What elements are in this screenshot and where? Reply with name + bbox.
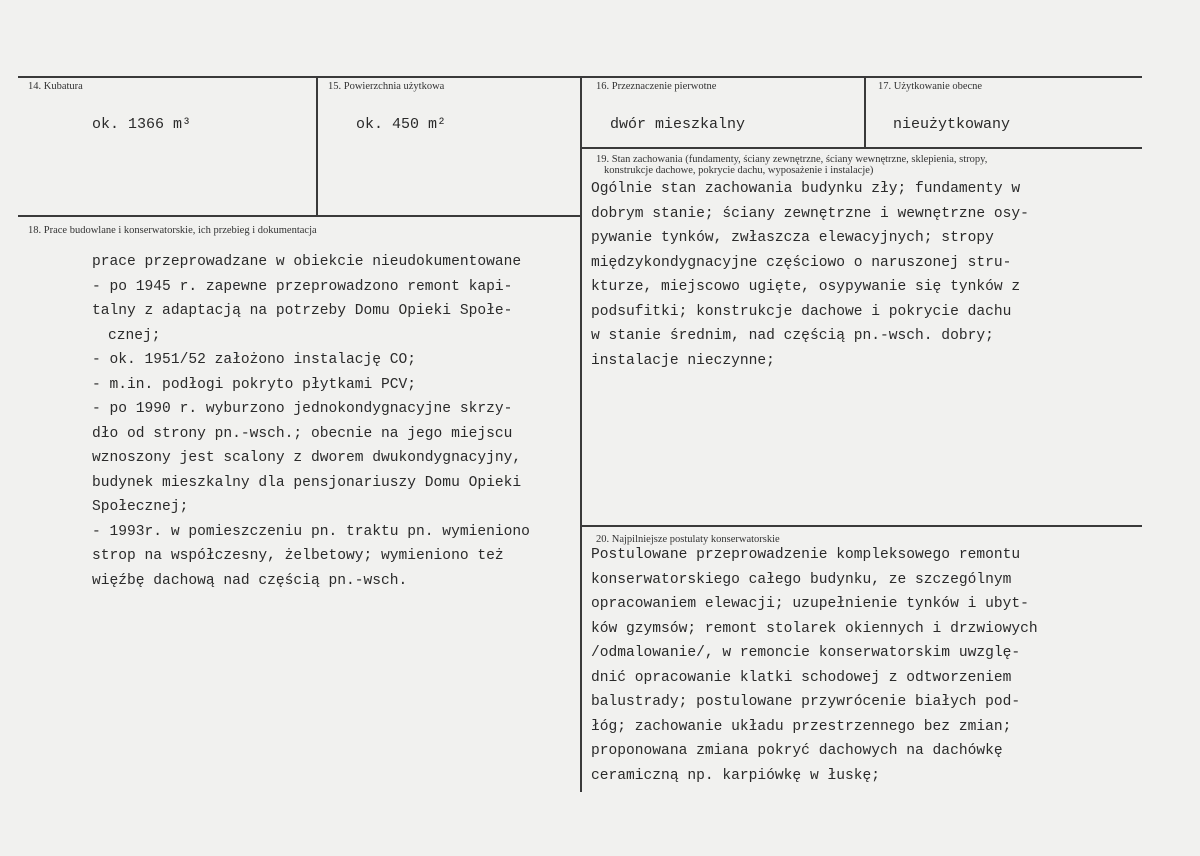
field-20-line: opracowaniem elewacji; uzupełnienie tynków i ubyt- <box>591 596 1029 612</box>
field-19-line: międzykondygnacyjne częściowo o naruszonej stru- <box>591 254 1012 271</box>
field-20-label: 20. Najpilniejsze postulaty konserwatorskie <box>596 534 780 545</box>
field-16-value: dwór mieszkalny <box>610 116 746 133</box>
field-20-text <box>591 543 1038 788</box>
field-19-label <box>596 154 987 176</box>
divider-16-17 <box>864 76 866 148</box>
field-20-line: Postulowane przeprowadzenie kompleksowego remontu <box>591 547 1021 563</box>
field-18-line: więźbę dachową nad częścią pn.-wsch. <box>92 572 408 589</box>
field-19-line: instalacje nieczynne; <box>591 352 775 369</box>
field-18-line: Społecznej; <box>92 499 189 515</box>
field-14-value: ok. 1366 m³ <box>92 116 192 133</box>
field-18-line: cznej; <box>108 327 161 344</box>
divider-main <box>580 76 582 792</box>
field-18-line: - po 1945 r. zapewne przeprowadzono remont kapi- <box>92 278 513 295</box>
field-20-line: balustrady; postulowane przywrócenie białych pod- <box>591 694 1021 710</box>
field-19-text <box>591 177 1029 373</box>
field-18-line: wznoszony jest scalony z dworem dwukondygnacyjny, <box>92 450 522 466</box>
field-18-line: dło od strony pn.-wsch.; obecnie na jego miejscu <box>92 425 513 442</box>
field-19-line: podsufitki; konstrukcje dachowe i pokrycie dachu <box>591 303 1012 320</box>
field-17-value: nieużytkowany <box>893 116 1011 133</box>
field-20-line: dnić opracowanie klatki schodowej z odtworzeniem <box>591 669 1012 686</box>
field-19-line: kturze, miejscowo ugięte, osypywanie się tynków z <box>591 279 1021 295</box>
field-18-line: - ok. 1951/52 założono instalację CO; <box>92 352 417 368</box>
field-15-label: 15. Powierzchnia użytkowa <box>328 81 445 92</box>
field-19-line: w stanie średnim, nad częścią pn.-wsch. dobry; <box>591 328 994 344</box>
field-18-text <box>92 250 530 593</box>
field-20-line: łóg; zachowanie układu przestrzennego bez zmian; <box>591 718 1012 735</box>
field-14-label: 14. Kubatura <box>28 81 83 92</box>
field-20-line: proponowana zmiana pokryć dachowych na dachówkę <box>591 743 1003 759</box>
field-19-label-line-2: konstrukcje dachowe, pokrycie dachu, wyposażenie i instalacje) <box>604 165 874 176</box>
field-20-line: ceramiczną np. karpiówkę w łuskę; <box>591 767 881 784</box>
line-above-20 <box>580 525 1142 527</box>
field-18-line: budynek mieszkalny dla pensjonariuszy Domu Opieki <box>92 474 522 491</box>
divider-14-15 <box>316 76 318 216</box>
line-under-14-15 <box>18 215 582 217</box>
field-18-line: - m.in. podłogi pokryto płytkami PCV; <box>92 376 417 393</box>
field-18-line: prace przeprowadzane w obiekcie nieudokumentowane <box>92 254 522 270</box>
field-19-line: dobrym stanie; ściany zewnętrzne i wewnętrzne osy- <box>591 205 1029 222</box>
field-20-line: konserwatorskiego całego budynku, ze szczególnym <box>591 571 1012 588</box>
field-20-line: ków gzymsów; remont stolarek okiennych i drzwiowych <box>591 620 1038 637</box>
field-19-label-line-1: 19. Stan zachowania (fundamenty, ściany zewnętrzne, ściany wewnętrzne, sklepienia, stropy, <box>596 154 988 165</box>
field-20-line: /odmalowanie/, w remoncie konserwatorskim uwzglę- <box>591 645 1021 661</box>
field-16-label: 16. Przeznaczenie pierwotne <box>596 81 717 92</box>
field-19-line: Ogólnie stan zachowania budynku zły; fundamenty w <box>591 181 1021 197</box>
field-18-line: - 1993r. w pomieszczeniu pn. traktu pn. wymieniono <box>92 523 530 540</box>
field-18-label: 18. Prace budowlane i konserwatorskie, ich przebieg i dokumentacja <box>28 225 317 236</box>
field-18-line: talny z adaptacją na potrzeby Domu Opieki Społe- <box>92 303 513 319</box>
field-19-line: pywanie tynków, zwłaszcza elewacyjnych; stropy <box>591 230 994 246</box>
field-15-value: ok. 450 m² <box>356 116 447 133</box>
line-under-16-17 <box>580 147 1142 149</box>
field-17-label: 17. Użytkowanie obecne <box>878 81 983 92</box>
field-18-line: strop na współczesny, żelbetowy; wymieniono też <box>92 548 504 564</box>
field-18-line: - po 1990 r. wyburzono jednokondygnacyjne skrzy- <box>92 401 513 417</box>
